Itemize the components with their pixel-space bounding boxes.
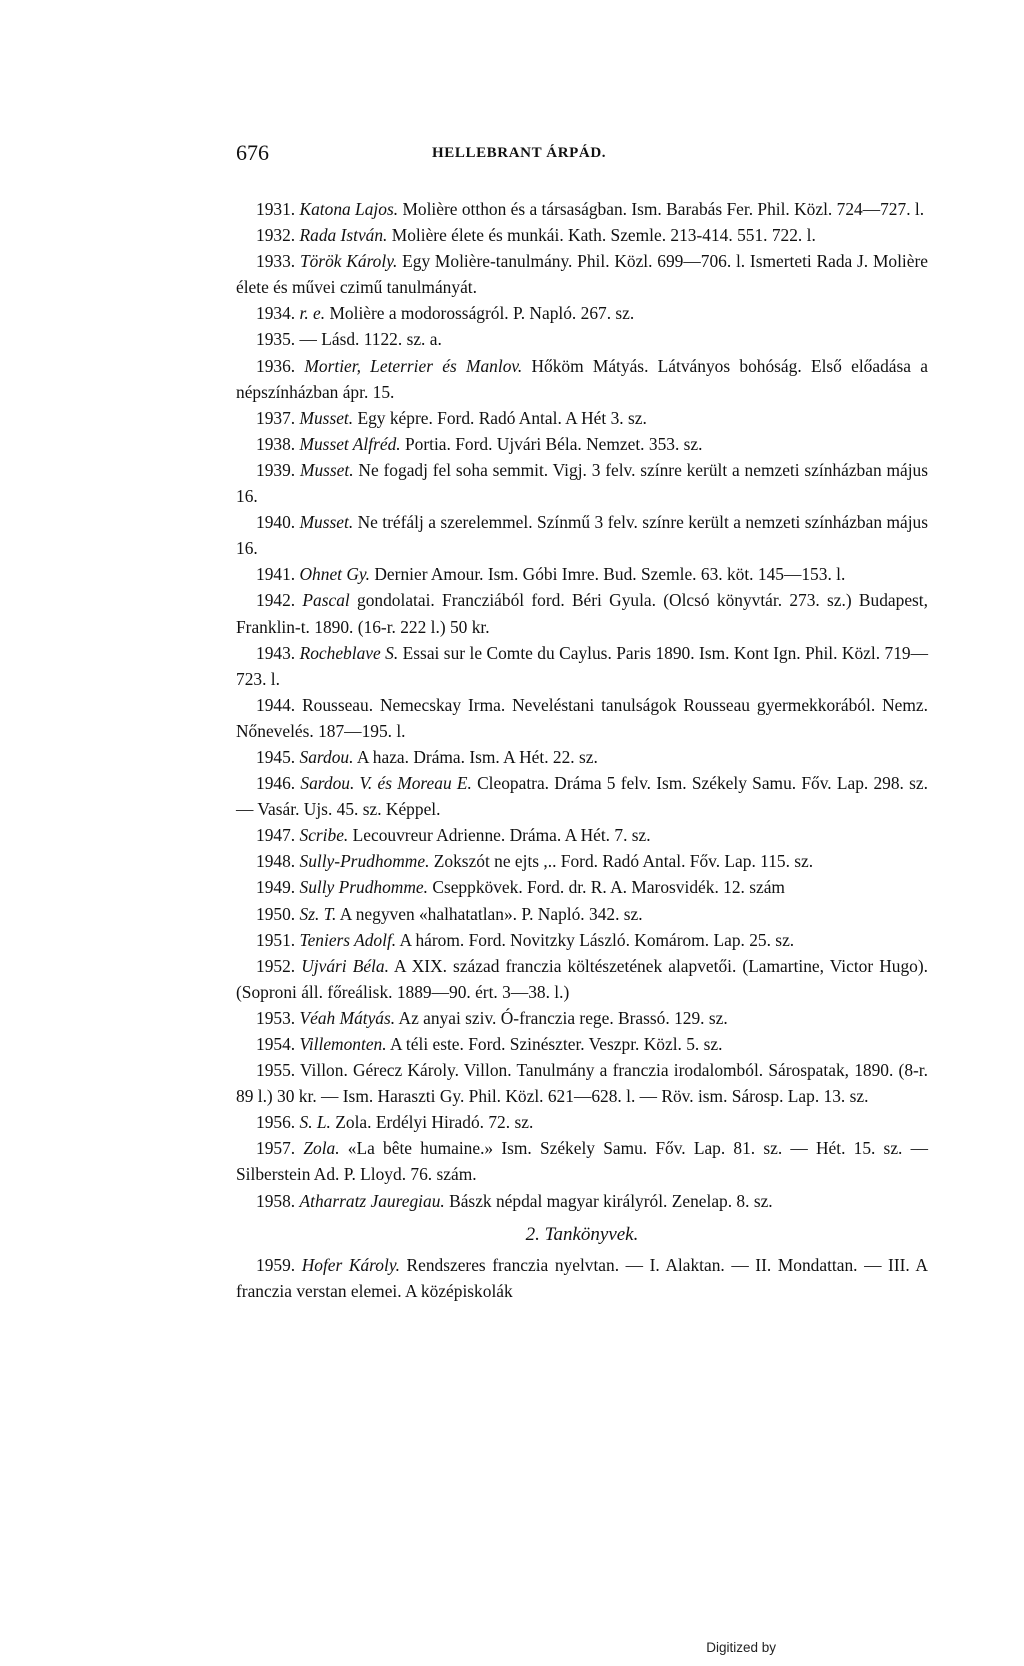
entry-text: Molière otthon és a társaságban. Ism. Barabás Fer. Phil. Közl. 724—727. l. [402, 199, 925, 219]
entry-author: Ujvári Béla. [301, 955, 389, 976]
bibliography-entry [236, 692, 928, 744]
entry-list [236, 196, 928, 1214]
entry-author: Rocheblave S. [299, 642, 399, 663]
entry-number: 1945. [256, 746, 296, 767]
entry-author: Musset. [299, 459, 354, 480]
entry-text: Egy képre. Ford. Radó Antal. A Hét 3. sz. [357, 407, 647, 428]
entry-author: Musset. [299, 512, 354, 533]
entry-author: Mortier, Leterrier és Manlov. [304, 355, 523, 376]
entry-text: Dernier Amour. Ism. Góbi Imre. Bud. Szemle. 63. köt. 145—153. l. [374, 564, 846, 585]
entry-number: 1956. [256, 1112, 296, 1133]
entry-number: 1947. [256, 825, 296, 846]
entry-text: Cleopatra. Dráma 5 felv. Ism. Székely Samu. Főv. Lap. 298. sz. — Vasár. Ujs. 45. sz. Képpel. [236, 773, 928, 820]
entry-author: Sardou. [299, 746, 354, 767]
entry-text: Lecouvreur Adrienne. Dráma. A Hét. 7. sz. [352, 825, 651, 846]
entry-text: Hőköm Mátyás. Látványos bohóság. Első előadása a népszínházban ápr. 15. [236, 355, 928, 402]
entry-text: Portia. Ford. Ujvári Béla. Nemzet. 353. sz. [404, 433, 703, 454]
bibliography-entry [236, 848, 928, 874]
bibliography-entry [236, 248, 928, 300]
entry-number: 1948. [256, 851, 296, 872]
bibliography-entry [236, 874, 928, 900]
entry-number: 1958. [256, 1190, 296, 1211]
bibliography-entry [236, 953, 928, 1005]
entry-author: Zola. [303, 1138, 340, 1159]
bibliography-entry [236, 457, 928, 509]
entry-author: Sz. T. [299, 903, 337, 924]
running-title: HELLEBRANT ÁRPÁD. [432, 145, 607, 161]
entry-author: Atharratz Jauregiau. [299, 1190, 445, 1211]
bibliography-entry [236, 822, 928, 848]
bibliography-entry [236, 927, 928, 953]
entry-text: A három. Ford. Novitzky László. Komárom. Lap. 25. sz. [399, 929, 795, 950]
entry-text: Bászk népdal magyar királyról. Zenelap. 8. sz. [449, 1190, 773, 1211]
bibliography-entry [236, 196, 928, 222]
entry-number: 1959. [256, 1254, 296, 1275]
entry-number: 1938. [256, 433, 296, 454]
bibliography-entry [236, 561, 928, 587]
bibliography-entry [236, 509, 928, 561]
bibliography-entry [236, 640, 928, 692]
entry-author: Véah Mátyás. [299, 1007, 396, 1028]
entry-text: Zokszót ne ejts ,.. Ford. Radó Antal. Főv. Lap. 115. sz. [433, 851, 814, 872]
entry-author: S. L. [299, 1112, 331, 1133]
entry-number: 1955. [256, 1060, 296, 1081]
section-heading: 2. Tankönyvek. [525, 1223, 639, 1245]
entry-number: 1952. [256, 955, 296, 976]
bibliography-entry [236, 1005, 928, 1031]
entry-number: 1953. [256, 1007, 296, 1028]
bibliography-entry [236, 222, 928, 248]
entry-text: A haza. Dráma. Ism. A Hét. 22. sz. [356, 746, 598, 767]
entry-number: 1934. [256, 303, 296, 324]
entry-author: Katona Lajos. [299, 199, 399, 219]
entry-text: Egy Molière-tanulmány. Phil. Közl. 699—706. l. Ismerteti Rada J. Molière élete és művei czimű tanulmányát. [236, 251, 928, 298]
entry-number: 1957. [256, 1138, 296, 1159]
bibliography-entry [236, 1252, 928, 1304]
bibliography-entry [236, 1031, 928, 1057]
entry-text: Rousseau. Nemecskay Irma. Neveléstani tanulságok Rousseau gyermekkorából. Nemz. Nőnevelés. 187—195. l. [236, 694, 928, 741]
bibliography-entry [236, 405, 928, 431]
entry-number: 1950. [256, 903, 296, 924]
bibliography-body [236, 196, 928, 1304]
entry-author: Ohnet Gy. [299, 564, 371, 585]
entry-number: 1932. [256, 225, 296, 246]
entry-author: Musset Alfréd. [299, 433, 401, 454]
entry-text: Rendszeres franczia nyelvtan. — I. Alaktan. — II. Mondattan. — III. A franczia verstan elemei. A középiskolák [236, 1254, 928, 1301]
bibliography-entry [236, 1109, 928, 1135]
entry-text: gondolatai. Francziából ford. Béri Gyula. (Olcsó könyvtár. 273. sz.) Budapest, Franklin-t. 1890. (16-r. 222 l.) 50 kr. [236, 590, 928, 637]
entry-number: 1942. [256, 590, 296, 611]
digitized-stamp: Digitized by [706, 1640, 776, 1655]
entry-author: Teniers Adolf. [299, 929, 397, 950]
entry-author: Sardou. V. és Moreau E. [300, 773, 472, 794]
bibliography-entry [236, 300, 928, 326]
entry-number: 1935. [256, 329, 296, 350]
entry-text: A XIX. század franczia költészetének alapvetői. (Lamartine, Victor Hugo). (Soproni áll. főreálisk. 1889—90. ért. 3—38. l.) [236, 955, 928, 1002]
entry-author: Villemonten. [299, 1034, 387, 1054]
bibliography-entry [236, 770, 928, 822]
entry-text: Essai sur le Comte du Caylus. Paris 1890. Ism. Kont Ign. Phil. Közl. 719—723. l. [236, 642, 928, 689]
entry-list-textbooks [236, 1252, 928, 1304]
entry-author: Rada István. [299, 225, 388, 246]
bibliography-entry [236, 587, 928, 639]
entry-text: Ne fogadj fel soha semmit. Vigj. 3 felv. színre került a nemzeti színházban május 16. [236, 459, 928, 507]
entry-number: 1949. [256, 877, 296, 898]
entry-author: Hofer Károly. [301, 1254, 400, 1275]
bibliography-entry [236, 353, 928, 405]
entry-number: 1939. [256, 459, 296, 480]
bibliography-entry [236, 326, 928, 352]
entry-number: 1954. [256, 1034, 296, 1054]
entry-number: 1937. [256, 407, 296, 428]
bibliography-entry [236, 431, 928, 457]
entry-author: Sully-Prudhomme. [299, 851, 430, 872]
page-number: 676 [236, 140, 269, 165]
entry-author: r. e. [299, 303, 326, 324]
entry-author: Sully Prudhomme. [299, 877, 428, 898]
entry-number: 1931. [256, 199, 296, 219]
bibliography-entry [236, 1188, 928, 1214]
bibliography-entry [236, 1057, 928, 1109]
entry-author: Musset. [299, 407, 354, 428]
entry-number: 1944. [256, 694, 296, 715]
entry-text: Molière a modorosságról. P. Napló. 267. sz. [329, 303, 635, 324]
entry-number: 1933. [256, 251, 296, 272]
entry-text: Ne tréfálj a szerelemmel. Színmű 3 felv. színre került a nemzeti színházban május 16. [236, 512, 928, 559]
entry-text: A téli este. Ford. Szinészter. Veszpr. Közl. 5. sz. [389, 1034, 723, 1054]
entry-number: 1941. [256, 564, 296, 585]
entry-author: Pascal [302, 590, 350, 611]
page-header [236, 140, 821, 164]
bibliography-entry [236, 1135, 928, 1187]
entry-text: A negyven «halhatatlan». P. Napló. 342. sz. [339, 903, 643, 924]
entry-author: Scribe. [299, 825, 349, 846]
entry-text: Cseppkövek. Ford. dr. R. A. Marosvidék. 12. szám [432, 877, 785, 898]
entry-text: Villon. Gérecz Károly. Villon. Tanulmány a franczia irodalomból. Sárospatak, 1890. (8-r. 89 l.) 30 kr. — Ism. Haraszti Gy. Phil. Közl. 621—628. l. — Röv. ism. Sárosp. Lap. 13. sz. [236, 1060, 928, 1107]
entry-text: Molière élete és munkái. Kath. Szemle. 213-414. 551. 722. l. [391, 225, 816, 246]
entry-number: 1943. [256, 642, 296, 663]
entry-number: 1946. [256, 773, 296, 794]
entry-author: Török Károly. [299, 251, 398, 272]
entry-number: 1936. [256, 355, 296, 376]
bibliography-entry [236, 901, 928, 927]
entry-text: Zola. Erdélyi Hiradó. 72. sz. [335, 1112, 534, 1133]
entry-text: «La bête humaine.» Ism. Székely Samu. Főv. Lap. 81. sz. — Hét. 15. sz. — Silberstein Ad. P. Lloyd. 76. szám. [236, 1138, 928, 1185]
entry-number: 1940. [256, 512, 296, 533]
bibliography-entry [236, 744, 928, 770]
entry-text: Az anyai sziv. Ó-franczia rege. Brassó. 129. sz. [398, 1007, 728, 1028]
entry-number: 1951. [256, 929, 296, 950]
entry-text: — Lásd. 1122. sz. a. [299, 329, 442, 350]
